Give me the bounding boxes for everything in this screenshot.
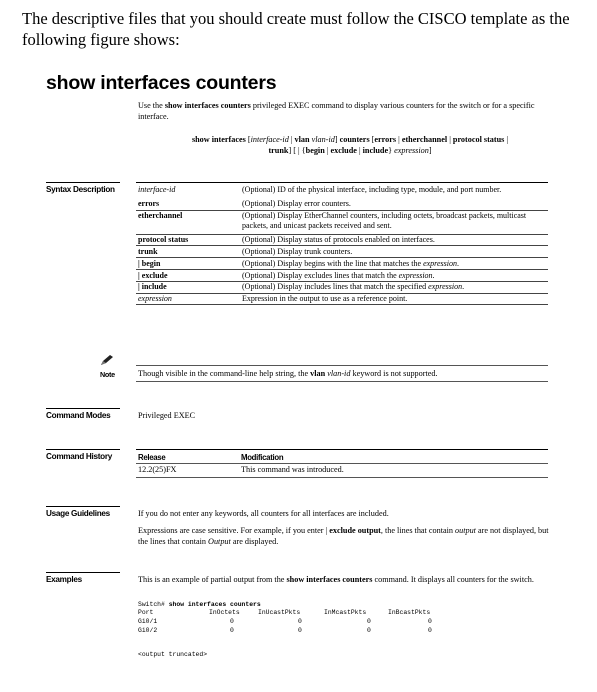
syntax-desc: Expression in the output to use as a reference point. [241,293,548,305]
table-top-rule [136,182,548,183]
history-col-modification: Modification [241,453,284,462]
cli-cell: 0 [230,618,234,625]
history-header-rule [136,463,548,464]
note-pencil-icon [100,354,114,366]
note-label: Note [100,370,115,379]
history-release: 12.2(25)FX [138,465,177,474]
cli-cell: 0 [367,627,371,634]
cli-prompt-line: Switch# show interfaces counters [138,601,261,608]
syntax-desc: (Optional) ID of the physical interface, including type, module, and port number. [242,184,502,194]
history-col-release: Release [138,453,166,462]
section-rule [46,449,120,450]
cli-cell: 0 [298,627,302,634]
syntax-keyword: expression [136,293,241,305]
command-modes-heading: Command Modes [46,411,111,420]
cli-cell: 0 [230,627,234,634]
table-row [136,246,548,258]
table-row [136,258,548,270]
table-row [136,184,548,195]
cli-col-port: Port [138,609,154,616]
table-row [136,234,548,246]
syntax-keyword: errors [138,199,160,209]
cli-cell: Gi0/1 [138,618,158,625]
syntax-keyword: interface-id [138,184,176,194]
section-rule [46,182,120,183]
cli-truncated: <output truncated> [138,651,208,658]
cli-row [138,627,538,636]
history-top-rule [136,449,548,450]
section-rule [46,408,120,409]
syntax-keyword: protocol status [136,234,241,246]
examples-text: This is an example of partial output from the show interfaces counters command. It displays all counters for the switch. [138,575,534,584]
syntax-desc: (Optional) Display excludes lines that match the expression. [241,270,548,282]
usage-guidelines-heading: Usage Guidelines [46,509,110,518]
table-row [136,270,548,282]
table-row [136,293,548,305]
table-row [136,199,548,210]
syntax-keyword: | begin [136,258,241,270]
cli-cell: 0 [367,618,371,625]
usage-summary: Use the show interfaces counters privileged EXEC command to display various counters for the switch or for a specific interface. [138,101,535,121]
syntax-desc: (Optional) Display begins with the line that matches the expression. [241,258,548,270]
intro-paragraph: The descriptive files that you should create must follow the CISCO template as the following figure shows: [22,9,570,49]
syntax-table [136,184,548,305]
table-row [136,210,548,231]
cli-row [138,618,538,627]
examples-heading: Examples [46,575,82,584]
cli-cell: Gi0/2 [138,627,158,634]
usage-p2: Expressions are case sensitive. For example, if you enter | exclude output, the lines that contain output are not displayed, but the lines that contain Output are displayed. [138,526,549,546]
syntax-desc: (Optional) Display status of protocols enabled on interfaces. [241,234,548,246]
page-title: show interfaces counters [46,72,277,94]
table-row [136,281,548,293]
cli-cell: 0 [428,618,432,625]
cli-col-inucastpkts: InUcastPkts [258,609,301,616]
syntax-desc: (Optional) Display EtherChannel counters, including octets, broadcast packets, multicast packets, and unicast packets received and sent. [241,210,548,231]
cli-cell: 0 [298,618,302,625]
syntax-keyword: | exclude [136,270,241,282]
note-text: Though visible in the command-line help string, the vlan vlan-id keyword is not supported. [138,369,438,378]
section-rule [46,572,120,573]
syntax-desc: (Optional) Display trunk counters. [241,246,548,258]
history-bottom-rule [136,477,548,478]
syntax-keyword: etherchannel [136,210,241,231]
note-bottom-rule [136,381,548,382]
syntax-keyword: trunk [136,246,241,258]
note-top-rule [136,365,548,366]
usage-p1: If you do not enter any keywords, all counters for all interfaces are included. [138,509,389,518]
cli-col-inmcastpkts: InMcastPkts [324,609,367,616]
section-rule [46,506,120,507]
syntax-keyword: | include [136,281,241,293]
syntax-desc: (Optional) Display includes lines that match the specified expression. [241,281,548,293]
cli-col-inbcastpkts: InBcastPkts [388,609,431,616]
cli-cell: 0 [428,627,432,634]
history-modification: This command was introduced. [241,465,344,474]
syntax-desc: (Optional) Display error counters. [242,199,351,209]
command-modes-value: Privileged EXEC [138,411,196,420]
command-history-heading: Command History [46,452,113,461]
cli-col-inoctets: InOctets [209,609,240,616]
cli-header-row [138,609,538,618]
command-syntax: show interfaces [interface-id | vlan vlan-id] counters [errors | etherchannel | protocol status | trunk] [ | {begin | exclude | include} expression] [191,135,509,155]
syntax-description-heading: Syntax Description [46,185,115,194]
